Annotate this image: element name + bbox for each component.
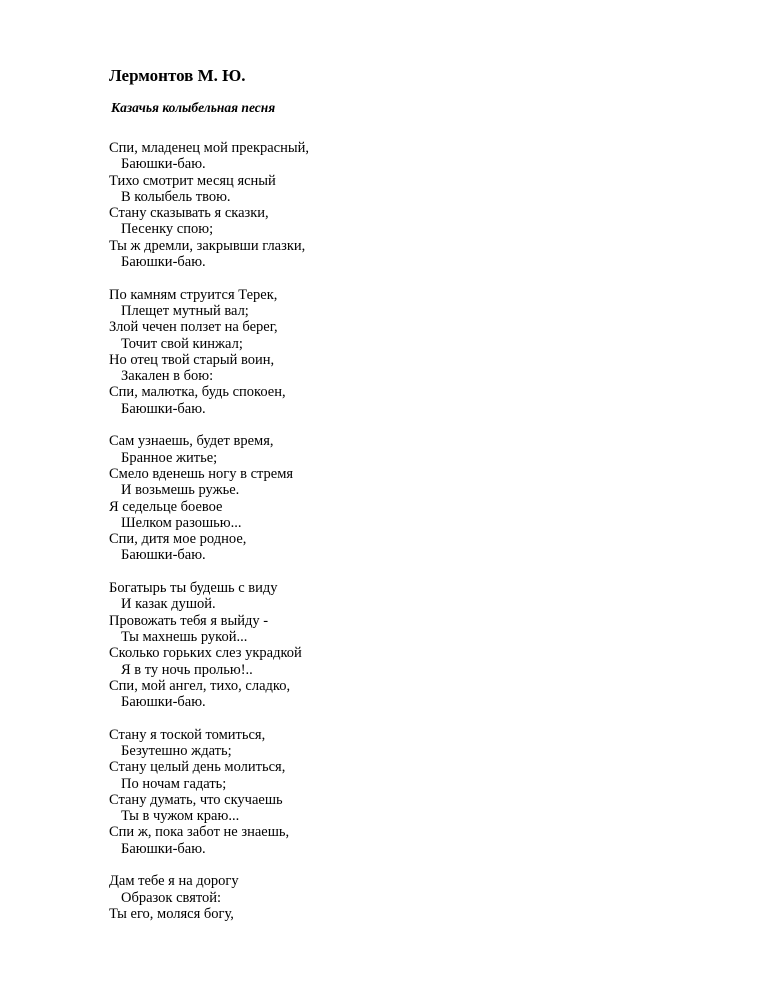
poem-line: Спи ж, пока забот не знаешь, bbox=[109, 824, 290, 841]
poem-line: По камням струится Терек, bbox=[109, 286, 278, 303]
poem-line: Ты ж дремли, закрывши глазки, bbox=[109, 237, 306, 254]
poem-line: Спи, малютка, будь спокоен, bbox=[109, 384, 286, 401]
poem-line: Сколько горьких слез украдкой bbox=[109, 645, 302, 662]
poem-line: Образок святой: bbox=[121, 889, 222, 906]
poem-line: Бранное житье; bbox=[121, 449, 218, 466]
poem-line: Стану сказывать я сказки, bbox=[109, 205, 269, 222]
poem-line: Безутешно ждать; bbox=[121, 742, 232, 759]
poem-line: Баюшки-баю. bbox=[121, 840, 206, 857]
poem-line: И возьмешь ружье. bbox=[121, 482, 240, 499]
author-heading: Лермонтов М. Ю. bbox=[109, 66, 246, 85]
stanza bbox=[109, 580, 729, 710]
poem-line: Я в ту ночь пролью!.. bbox=[121, 661, 253, 678]
poem-line: Злой чечен ползет на берег, bbox=[109, 319, 278, 336]
poem-line: Песенку спою; bbox=[121, 221, 214, 238]
poem-line: Провожать тебя я выйду - bbox=[109, 612, 269, 629]
poem-line: Баюшки-баю. bbox=[121, 400, 206, 417]
stanza bbox=[109, 433, 729, 563]
poem-line: Плещет мутный вал; bbox=[121, 302, 249, 319]
poem-line: Но отец твой старый воин, bbox=[109, 351, 275, 368]
poem-line: Я седельце боевое bbox=[109, 498, 223, 515]
poem-line: И казак душой. bbox=[121, 596, 216, 613]
poem-title: Казачья колыбельная песня bbox=[111, 100, 276, 115]
poem-line: Богатырь ты будешь с виду bbox=[109, 580, 278, 597]
poem-line: В колыбель твою. bbox=[121, 188, 231, 205]
poem-line: По ночам гадать; bbox=[121, 775, 227, 792]
poem-line: Точит свой кинжал; bbox=[121, 335, 243, 352]
poem-line: Баюшки-баю. bbox=[121, 156, 206, 173]
poem-body bbox=[109, 140, 729, 939]
poem-line: Шелком разошью... bbox=[121, 514, 242, 531]
poem-line: Дам тебе я на дорогу bbox=[109, 873, 239, 890]
poem-line: Спи, дитя мое родное, bbox=[109, 531, 247, 548]
poem-line: Баюшки-баю. bbox=[121, 547, 206, 564]
poem-line: Спи, мой ангел, тихо, сладко, bbox=[109, 677, 291, 694]
poem-line: Сам узнаешь, будет время, bbox=[109, 433, 274, 450]
stanza bbox=[109, 873, 729, 922]
stanza bbox=[109, 287, 729, 417]
poem-line: Ты махнешь рукой... bbox=[121, 628, 248, 645]
poem-line: Тихо смотрит месяц ясный bbox=[109, 172, 276, 189]
poem-line: Смело вденешь ногу в стремя bbox=[109, 465, 294, 482]
poem-line: Спи, младенец мой прекрасный, bbox=[109, 140, 309, 156]
poem-line: Ты его, моляся богу, bbox=[109, 905, 234, 922]
poem-line: Стану целый день молиться, bbox=[109, 759, 286, 776]
poem-line: Ты в чужом краю... bbox=[121, 808, 240, 825]
poem-line: Баюшки-баю. bbox=[121, 254, 206, 271]
poem-line: Баюшки-баю. bbox=[121, 694, 206, 711]
poem-line: Стану я тоской томиться, bbox=[109, 726, 266, 743]
stanza bbox=[109, 727, 729, 857]
stanza bbox=[109, 140, 729, 270]
poem-line: Стану думать, что скучаешь bbox=[109, 791, 283, 808]
poem-line: Закален в бою: bbox=[121, 368, 214, 385]
